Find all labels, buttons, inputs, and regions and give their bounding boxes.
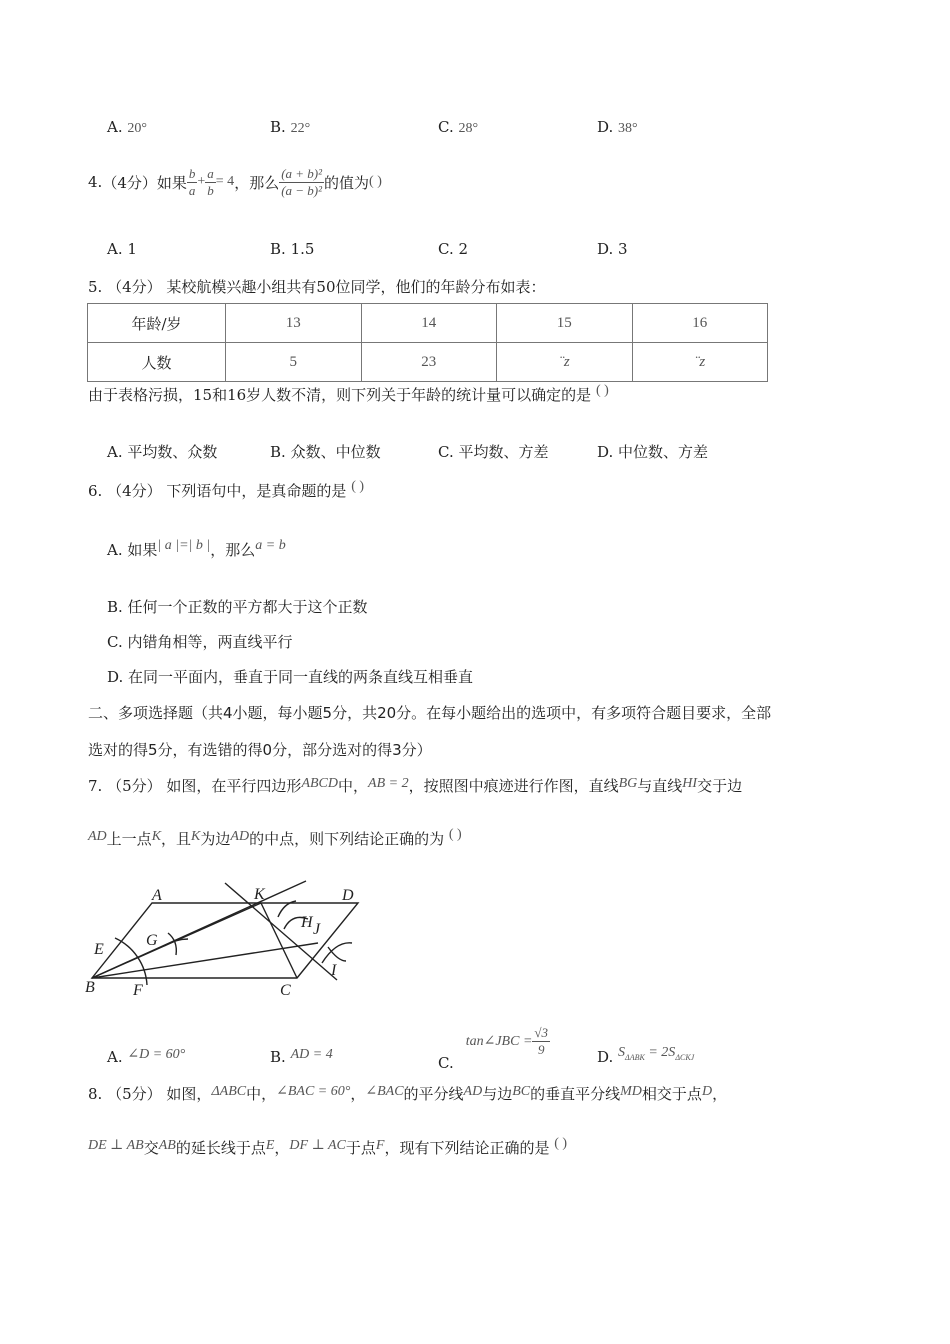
question-5-continued: [88, 384, 609, 405]
denominator: a: [188, 182, 196, 198]
label-e: E: [94, 941, 104, 958]
option-prefix: D.: [597, 1048, 614, 1066]
table-cell-smudged: ¨z: [632, 343, 768, 382]
option-prefix: C.: [438, 443, 454, 461]
math-expression: MD: [620, 1084, 642, 1099]
option-value: 20°: [127, 121, 147, 136]
q6-option-a: [107, 539, 286, 560]
table-cell: 15: [497, 304, 633, 343]
section-2-heading-line-2: 选对的得5分，有选错的得0分，部分选对的得3分）: [88, 741, 432, 759]
q4-option-a: [107, 240, 137, 258]
q6-option-b: B. 任何一个正数的平方都大于这个正数: [107, 598, 368, 616]
label-c: C: [280, 982, 291, 999]
math-expression: K: [151, 829, 162, 844]
question-text: 的中点，则下列结论正确的为: [249, 830, 445, 848]
line-hi: [225, 883, 337, 980]
question-text: ，按照图中痕迹进行作图，直线: [408, 777, 619, 795]
option-value: 38°: [618, 121, 638, 136]
table-cell: 人数: [88, 343, 226, 382]
question-text: 的值为: [324, 173, 370, 192]
question-text: 与边: [482, 1085, 513, 1103]
question-text: ，现有下列结论正确的是: [384, 1139, 550, 1157]
question-score: （4分）: [102, 173, 157, 192]
section-2-heading-line-1: 二、多项选择题（共4小题，每小题5分，共20分。在每小题给出的选项中，有多项符合题目要求，全部: [88, 704, 772, 722]
label-j: J: [313, 921, 321, 938]
option-value: 3: [618, 240, 628, 258]
table-cell: 16: [632, 304, 768, 343]
question-text: 上一点: [106, 830, 152, 848]
label-k: K: [254, 886, 265, 903]
table-row: [88, 304, 768, 343]
table-cell: 13: [226, 304, 362, 343]
tan-expression: [466, 1025, 550, 1058]
table-cell: 23: [361, 343, 497, 382]
question-5: [88, 276, 546, 297]
math-expression: ∠BAC = 60°: [276, 1084, 351, 1099]
label-f: F: [133, 982, 143, 999]
option-text: 如果: [127, 541, 158, 559]
numerator: √3: [534, 1025, 549, 1040]
question-8: [88, 1083, 727, 1104]
question-text: 由于表格污损，15和16岁人数不清，则下列关于年龄的统计量可以确定的是: [88, 386, 592, 404]
answer-blank: ( ): [554, 1136, 568, 1151]
table-cell: 5: [226, 343, 362, 382]
question-score: （4分）: [107, 278, 162, 296]
question-text: 中，: [246, 1085, 277, 1103]
option-prefix: C.: [438, 118, 454, 136]
denominator: (a − b)²: [281, 182, 323, 198]
question-text: ，: [274, 1139, 290, 1157]
table-cell: 年龄/岁: [88, 304, 226, 343]
option-prefix: C.: [438, 240, 454, 258]
label-b: B: [85, 979, 95, 996]
math-expression: F: [375, 1138, 385, 1153]
denominator: 9: [537, 1042, 545, 1057]
math-expression: | a |=| b |: [157, 538, 211, 553]
question-text: 相交于点: [641, 1085, 702, 1103]
question-text: ，那么: [234, 173, 280, 192]
option-prefix: B.: [270, 240, 286, 258]
question-score: （5分）: [107, 1085, 162, 1103]
age-distribution-table: [87, 303, 768, 382]
option-prefix: D.: [597, 443, 614, 461]
fraction-a-over-b: [205, 166, 216, 199]
math-expression: ∠D = 60°: [127, 1047, 186, 1062]
numerator: a: [207, 165, 214, 181]
question-text: 如图，: [166, 1085, 212, 1103]
math-expression: D: [701, 1084, 713, 1099]
q7-option-d: [597, 1045, 695, 1068]
q7-option-c: [438, 1020, 550, 1072]
option-prefix: D.: [597, 240, 614, 258]
parallelogram-abcd: [92, 903, 358, 978]
math-expression: ΔABC: [211, 1084, 247, 1099]
math-expression: DE ⊥ AB: [88, 1138, 144, 1153]
q7-option-a: [107, 1048, 185, 1067]
math-expression: DF ⊥ AC: [289, 1138, 346, 1153]
question-text: 交: [143, 1139, 159, 1157]
question-text: 下列语句中，是真命题的是: [166, 482, 347, 500]
question-text: ，: [712, 1085, 728, 1103]
option-prefix: A.: [107, 118, 123, 136]
option-prefix: B.: [270, 118, 286, 136]
option-value: 22°: [290, 121, 311, 136]
math-expression: ∠BAC: [365, 1084, 404, 1099]
q4-option-c: [438, 240, 468, 258]
math-expression: AD: [463, 1084, 483, 1099]
numerator: (a + b)²: [281, 165, 323, 181]
q5-option-d: [597, 441, 708, 462]
question-text: 于点: [345, 1139, 376, 1157]
label-a: A: [152, 887, 162, 904]
answer-blank: ( ): [595, 383, 609, 398]
math-expression: ABCD: [301, 776, 338, 791]
q6-option-d: D. 在同一平面内，垂直于同一直线的两条直线互相垂直: [107, 668, 474, 686]
math-expression: HI: [682, 776, 698, 791]
math-expression: AD: [230, 829, 250, 844]
option-value: 中位数、方差: [618, 443, 709, 461]
question-text: 如图，在平行四边形: [166, 777, 302, 795]
math-expression: AB: [158, 1138, 176, 1153]
question-7: [88, 775, 742, 796]
option-prefix: B.: [270, 443, 286, 461]
q4-option-b: [270, 240, 314, 258]
q5-option-b: [270, 441, 381, 462]
math-expression: AD: [88, 829, 107, 844]
q4-option-d: [597, 240, 628, 258]
equals-value: = 4: [215, 174, 235, 189]
option-value: 28°: [458, 121, 479, 136]
math-expression: BG: [618, 776, 638, 791]
label-h: H: [301, 914, 313, 931]
plus-sign: +: [197, 174, 206, 189]
question-7-line-2: [88, 828, 462, 849]
q5-option-c: [438, 441, 549, 462]
fraction-sqrt3-over-9: [532, 1025, 550, 1058]
subscript: ΔCKJ: [675, 1052, 695, 1062]
question-score: （5分）: [107, 777, 162, 795]
question-number: 4.: [88, 173, 103, 191]
math-expression: K: [191, 829, 201, 844]
question-number: 5.: [88, 278, 103, 296]
question-text: 的垂直平分线: [530, 1085, 621, 1103]
parallelogram-construction-figure: [80, 875, 380, 1005]
answer-blank: ( ): [448, 827, 462, 842]
question-number: 8.: [88, 1085, 103, 1103]
label-i: I: [331, 962, 337, 979]
option-prefix: C.: [438, 1054, 454, 1072]
question-6: [88, 480, 364, 501]
math-symbol: S: [618, 1045, 626, 1060]
option-prefix: A.: [107, 240, 123, 258]
question-text: ，且: [161, 830, 192, 848]
segment-bj: [92, 943, 318, 978]
math-expression: AD = 4: [290, 1047, 333, 1062]
question-text: 的平分线: [403, 1085, 464, 1103]
option-prefix: B.: [270, 1048, 286, 1066]
option-text: ，那么: [210, 541, 256, 559]
option-prefix: D.: [597, 118, 614, 136]
arc-i-1: [322, 943, 352, 963]
label-g: G: [146, 932, 158, 949]
fraction-b-over-a: [187, 166, 198, 199]
question-score: （4分）: [107, 482, 162, 500]
option-prefix: A.: [107, 541, 123, 559]
question-text: ，: [350, 1085, 366, 1103]
label-d: D: [342, 887, 354, 904]
question-number: 7.: [88, 777, 103, 795]
question-4: [88, 152, 382, 212]
answer-blank: ( ): [369, 174, 382, 189]
math-expression: a = b: [255, 538, 286, 553]
math-symbol: = 2S: [644, 1045, 676, 1060]
answer-blank: ( ): [351, 479, 365, 494]
denominator: b: [207, 182, 214, 198]
question-text: 中，: [338, 777, 369, 795]
math-expression: BC: [512, 1084, 531, 1099]
q3-option-b: [270, 118, 310, 137]
question-8-line-2: [88, 1137, 567, 1158]
option-prefix: A.: [107, 1048, 123, 1066]
option-value: 平均数、方差: [458, 443, 549, 461]
question-text: 的延长线于点: [175, 1139, 266, 1157]
table-cell: 14: [361, 304, 497, 343]
question-text: 交于边: [697, 777, 743, 795]
math-expression: tan∠JBC =: [465, 1034, 533, 1049]
option-value: 1.5: [290, 240, 315, 258]
arc-i-2: [328, 947, 346, 961]
table-cell-smudged: ¨z: [497, 343, 633, 382]
q7-option-b: [270, 1048, 333, 1067]
math-expression: AB = 2: [368, 776, 409, 791]
q3-option-d: [597, 118, 638, 137]
question-text: 某校航模兴趣小组共有50位同学，他们的年龄分布如表：: [166, 278, 546, 296]
question-text: 为边: [200, 830, 231, 848]
subscript: ΔABK: [625, 1052, 645, 1062]
q5-option-a: [107, 441, 217, 462]
area-expression: [618, 1045, 694, 1060]
option-value: 平均数、众数: [127, 443, 218, 461]
q3-option-c: [438, 118, 478, 137]
q6-option-c: C. 内错角相等，两直线平行: [107, 633, 293, 651]
question-text: 如果: [156, 173, 187, 192]
table-row: [88, 343, 768, 382]
numerator: b: [188, 165, 196, 181]
question-number: 6.: [88, 482, 103, 500]
option-value: 2: [458, 240, 469, 258]
option-value: 众数、中位数: [290, 443, 381, 461]
option-value: 1: [127, 240, 137, 258]
option-prefix: A.: [107, 443, 123, 461]
math-expression: E: [265, 1138, 275, 1153]
fraction-squares: [279, 166, 324, 199]
q3-option-a: [107, 118, 147, 137]
question-text: 与直线: [637, 777, 683, 795]
